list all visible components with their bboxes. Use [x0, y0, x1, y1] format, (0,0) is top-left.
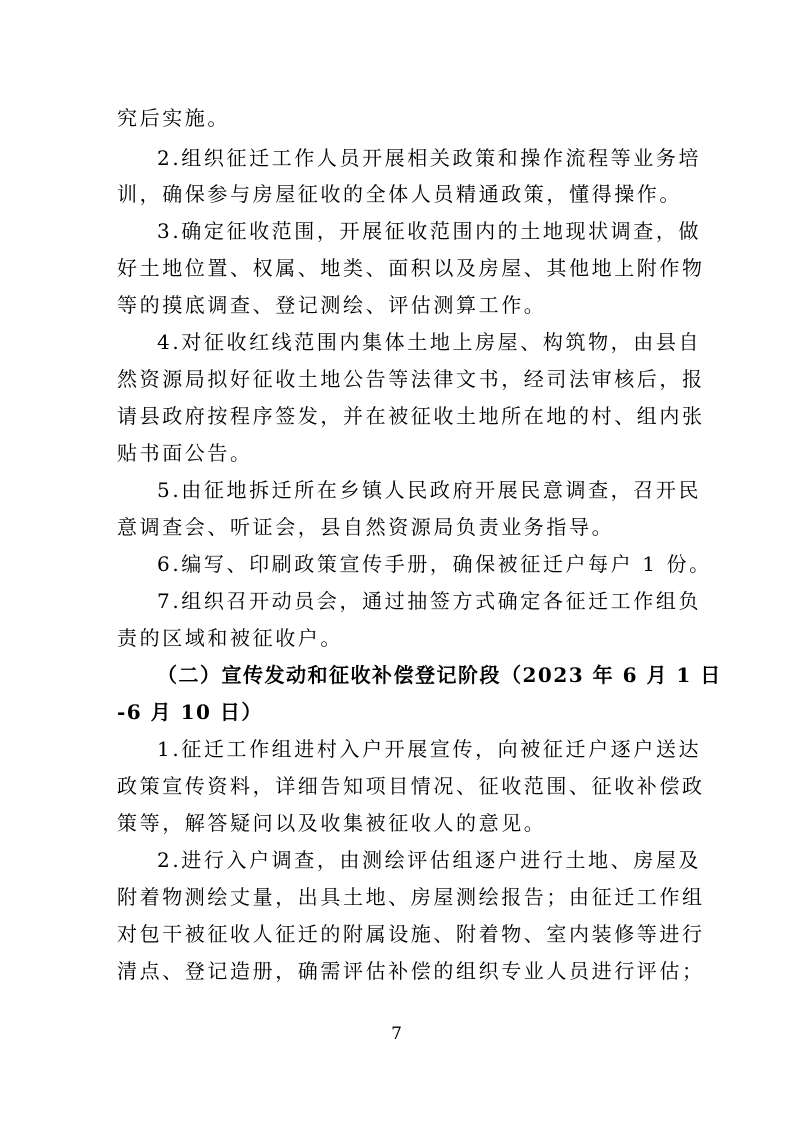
- text-line: 2.进行入户调查，由测绘评估组逐户进行土地、房屋及: [157, 848, 702, 872]
- text-line: 责的区域和被征收户。: [117, 626, 343, 650]
- text-line: 附着物测绘丈量，出具土地、房屋测绘报告；由征迁工作组: [117, 885, 705, 909]
- text-line: 策等，解答疑问以及收集被征收人的意见。: [117, 811, 547, 835]
- text-line: 训，确保参与房屋征收的全体人员精通政策，懂得操作。: [117, 182, 682, 206]
- section-heading: -6 月 10 日）: [117, 700, 263, 724]
- text-line: 清点、登记造册，确需评估补偿的组织专业人员进行评估；: [117, 959, 705, 983]
- text-line: 请县政府按程序签发，并在被征收土地所在地的村、组内张: [117, 404, 705, 428]
- text-line: 对包干被征收人征迁的附属设施、附着物、室内装修等进行: [117, 922, 705, 946]
- text-line: 好土地位置、权属、地类、面积以及房屋、其他地上附作物: [117, 256, 705, 280]
- text-line: 7.组织召开动员会，通过抽签方式确定各征迁工作组负: [157, 589, 702, 613]
- text-line: 贴书面公告。: [117, 441, 253, 465]
- text-line: 4.对征收红线范围内集体土地上房屋、构筑物，由县自: [157, 330, 702, 354]
- page-number: 7: [391, 1024, 402, 1044]
- text-line: 政策宣传资料，详细告知项目情况、征收范围、征收补偿政: [117, 774, 705, 798]
- text-line: 5.由征地拆迁所在乡镇人民政府开展民意调查，召开民: [157, 478, 702, 502]
- text-line: 究后实施。: [117, 106, 230, 130]
- section-heading: （二）宣传发动和征收补偿登记阶段（2023 年 6 月 1 日: [157, 663, 722, 687]
- text-line: 等的摸底调查、登记测绘、评估测算工作。: [117, 293, 547, 317]
- text-line: 3.确定征收范围，开展征收范围内的土地现状调查，做: [157, 219, 702, 243]
- text-line: 然资源局拟好征收土地公告等法律文书，经司法审核后，报: [117, 367, 705, 391]
- text-line: 1.征迁工作组进村入户开展宣传，向被征迁户逐户送达: [157, 737, 702, 761]
- text-line: 6.编写、印刷政策宣传手册，确保被征迁户每户 1 份。: [157, 552, 712, 576]
- text-line: 意调查会、听证会，县自然资源局负责业务指导。: [117, 515, 615, 539]
- text-line: 2.组织征迁工作人员开展相关政策和操作流程等业务培: [157, 146, 702, 170]
